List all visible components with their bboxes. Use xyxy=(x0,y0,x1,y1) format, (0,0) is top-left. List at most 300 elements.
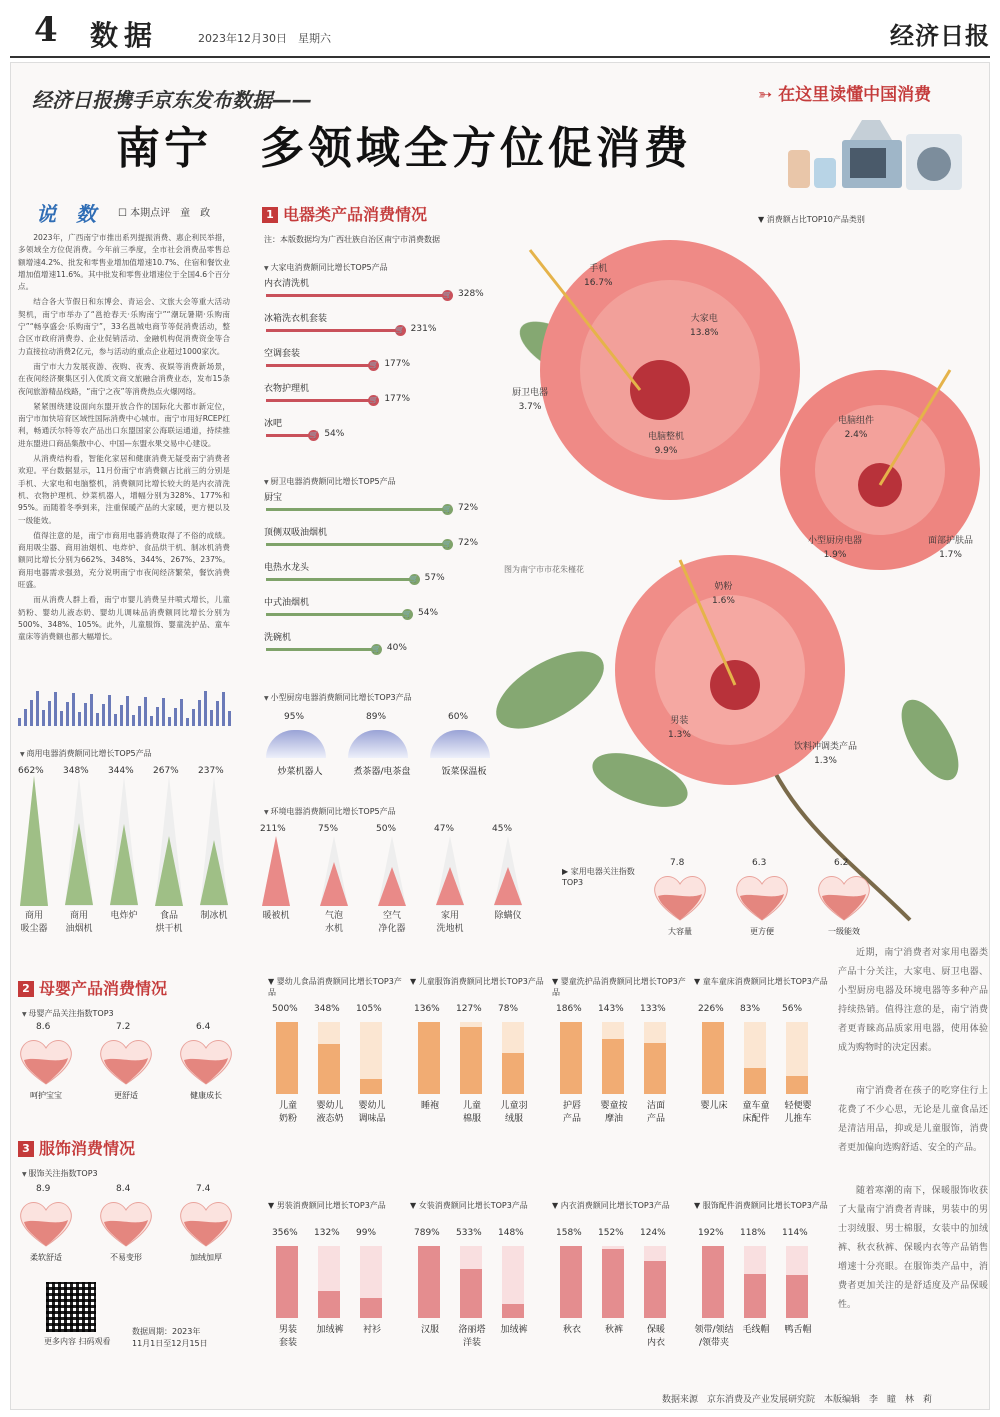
column-label: 婴幼儿 液态奶 xyxy=(316,1101,344,1124)
tri-label: 气泡 水机 xyxy=(324,911,343,934)
range-hood-icon xyxy=(850,120,892,140)
spark-bar xyxy=(228,711,231,726)
column-value: 118% xyxy=(740,1228,766,1238)
bar-name: 空调套装 xyxy=(264,349,301,359)
spark-bar xyxy=(108,695,111,726)
column-label: 鸭舌帽 xyxy=(784,1325,812,1335)
column-label: 睡袍 xyxy=(420,1101,439,1111)
newspaper-logo: 经济日报 xyxy=(890,21,990,50)
environment-title: ▼ 环境电器消费额同比增长TOP5产品 xyxy=(264,806,396,817)
tri-mark xyxy=(378,867,406,906)
top10-title: ▼ 消费额占比TOP10产品类别 xyxy=(758,215,865,224)
heart-value: 7.8 xyxy=(670,858,685,868)
spark-bar xyxy=(216,701,219,726)
column-fill xyxy=(276,1246,298,1318)
top10-name: 男装 xyxy=(670,716,689,726)
spark-bar xyxy=(96,713,99,726)
qr-label: 更多内容 扫码观看 xyxy=(44,1337,111,1346)
page-header xyxy=(0,0,1000,58)
heart-label: 不易变形 xyxy=(110,1253,142,1262)
column-value: 83% xyxy=(740,1004,761,1014)
cart-icon: 🛒 xyxy=(443,540,452,548)
column-value: 143% xyxy=(598,1004,624,1014)
column-label: 加绒裤 xyxy=(500,1325,528,1335)
bar xyxy=(266,578,413,581)
spark-bar xyxy=(60,711,63,726)
top10-label xyxy=(928,534,973,562)
top10-name: 奶粉 xyxy=(714,582,733,592)
bar-value: 54% xyxy=(418,608,439,618)
column-fill xyxy=(318,1291,340,1318)
column-value: 186% xyxy=(556,1004,582,1014)
spark-bar xyxy=(168,717,171,726)
spark-bar xyxy=(42,710,45,726)
column-value: 789% xyxy=(414,1228,440,1238)
section-name: 数据 xyxy=(90,19,159,52)
column-label: 保暖 内衣 xyxy=(646,1325,665,1348)
column-fill xyxy=(560,1246,582,1318)
heart-icon xyxy=(18,1198,74,1248)
bar-name: 冰箱洗衣机套装 xyxy=(264,314,328,324)
top10-label xyxy=(808,534,862,562)
group-title: ▼ 女装消费额同比增长TOP3产品 xyxy=(410,1201,528,1210)
issue-date: 2023年12月30日 星期六 xyxy=(198,32,331,45)
dome-value: 95% xyxy=(284,712,305,722)
column-fill xyxy=(744,1068,766,1094)
top10-value: 9.9% xyxy=(654,446,678,456)
data-note: 注：本版数据均为广西壮族自治区南宁市消费数据 xyxy=(264,235,440,244)
column-value: 192% xyxy=(698,1228,724,1238)
heart-value: 6.3 xyxy=(752,858,767,868)
bar xyxy=(266,508,446,511)
column-fill xyxy=(502,1053,524,1094)
spark-bar xyxy=(48,701,51,726)
column-value: 136% xyxy=(414,1004,440,1014)
spark-bar xyxy=(144,697,147,726)
tri-label: 空气 净化器 xyxy=(378,911,406,934)
bar-value: 231% xyxy=(410,324,437,334)
bar-value: 54% xyxy=(324,429,345,439)
tri-label: 商用 吸尘器 xyxy=(20,911,48,934)
bar xyxy=(266,648,375,651)
top10-value: 1.9% xyxy=(823,550,847,560)
bar xyxy=(266,543,446,546)
flower-caption: 图为南宁市市花朱槿花 xyxy=(504,565,584,574)
spark-bar xyxy=(66,702,69,726)
column-fill xyxy=(502,1304,524,1318)
appliance-illustration xyxy=(780,112,970,192)
column-value: 127% xyxy=(456,1004,482,1014)
paragraph: 随着寒潮的南下，保暖服饰收获了大量南宁消费者青睐，男装中的男士羽绒服、男士棉服，女装中的加绒裤、秋衣秋裤、保暖内衣等产品销售增速十分亮眼。在服饰类产品中，消费者更加关注的是舒适度及产品保暖性。 xyxy=(838,1186,988,1310)
group-title: ▼ 男装消费额同比增长TOP3产品 xyxy=(268,1201,386,1210)
cart-icon: 🛒 xyxy=(309,431,319,439)
column-label: 童车童 床配件 xyxy=(742,1101,770,1124)
column-fill xyxy=(744,1274,766,1318)
bar-value: 177% xyxy=(384,359,411,369)
bar-name: 中式油烟机 xyxy=(264,598,310,608)
tri-value: 75% xyxy=(318,824,339,834)
bar xyxy=(266,434,312,437)
column-label: 儿童 棉服 xyxy=(462,1101,481,1124)
column-fill xyxy=(602,1039,624,1094)
column-value: 132% xyxy=(314,1228,340,1238)
tri-value: 211% xyxy=(260,824,286,834)
column-label: 毛线帽 xyxy=(742,1325,770,1335)
column-value: 105% xyxy=(356,1004,382,1014)
column-label: 衬衫 xyxy=(362,1325,381,1335)
column-value: 148% xyxy=(498,1228,524,1238)
column-label: 领带/领结 /领带夹 xyxy=(694,1325,734,1348)
spark-bar xyxy=(138,706,141,726)
heart-label: 柔软舒适 xyxy=(30,1253,62,1262)
heart-value: 7.4 xyxy=(196,1184,211,1194)
column-value: 500% xyxy=(272,1004,298,1014)
top10-value: 1.3% xyxy=(668,730,691,740)
heart-label: 大容量 xyxy=(668,927,692,936)
tri-value: 45% xyxy=(492,824,513,834)
spark-bar xyxy=(126,696,129,726)
sparkline-decoration xyxy=(18,690,233,728)
kitchen-title: ▼ 厨卫电器消费额同比增长TOP5产品 xyxy=(264,476,396,487)
spark-bar xyxy=(24,709,27,726)
bar xyxy=(266,399,372,402)
bar xyxy=(266,364,372,367)
baby-attention-title: ▼ 母婴产品关注指数TOP3 xyxy=(22,1008,114,1019)
tri-value: 267% xyxy=(153,766,179,776)
spark-bar xyxy=(30,700,33,726)
column-fill xyxy=(418,1022,440,1094)
bar-value: 57% xyxy=(424,573,445,583)
column-value: 348% xyxy=(314,1004,340,1014)
commentary-author: ☐ 本期点评 童 政 xyxy=(118,208,211,219)
top10-name: 大家电 xyxy=(690,314,718,324)
bottle-icon xyxy=(814,158,836,188)
bar xyxy=(266,294,446,297)
column-value: 56% xyxy=(782,1004,803,1014)
paragraph: 值得注意的是，南宁市商用电器消费取得了不俗的成绩。商用吸尘器、商用油烟机、电炸炉、食品烘干机、制冰机消费额同比增长分别为662%、348%、344%、267%、237%。商用电器需求强劲，充分说明南宁市夜间经济繁荣，餐饮消费旺盛。 xyxy=(18,530,230,590)
tri-label: 食品 烘干机 xyxy=(155,911,183,934)
column-label: 婴幼儿 调味品 xyxy=(358,1101,386,1124)
top10-value: 13.8% xyxy=(690,328,719,338)
commentary-body xyxy=(18,232,230,647)
column-fill xyxy=(786,1275,808,1318)
column-label: 儿童羽 绒服 xyxy=(500,1101,528,1124)
tri-value: 344% xyxy=(108,766,134,776)
group-title: ▼ 儿童服饰消费额同比增长TOP3产品 xyxy=(410,977,544,986)
bar-value: 328% xyxy=(458,289,484,299)
tri-mark xyxy=(320,862,348,906)
top10-label xyxy=(668,714,691,742)
data-period: 数据周期：2023年 11月1日至12月15日 xyxy=(132,1327,208,1348)
tri-mark xyxy=(20,776,48,906)
arrow-icon: ➳ xyxy=(758,85,779,105)
column-label: 儿童 奶粉 xyxy=(278,1101,297,1124)
spark-bar xyxy=(198,700,201,726)
spark-bar xyxy=(210,710,213,726)
cart-icon: 🛒 xyxy=(443,291,452,299)
tri-value: 348% xyxy=(63,766,89,776)
bar-name: 衣物护理机 xyxy=(264,384,310,394)
group-title: ▼ 服饰配件消费额同比增长TOP3产品 xyxy=(694,1201,828,1210)
heart-icon xyxy=(178,1036,234,1086)
top10-label xyxy=(512,386,548,414)
dome xyxy=(266,730,326,758)
column-fill xyxy=(702,1246,724,1318)
column-fill xyxy=(418,1246,440,1318)
spark-bar xyxy=(132,715,135,726)
column-fill xyxy=(702,1022,724,1094)
column-value: 78% xyxy=(498,1004,519,1014)
flower-large xyxy=(540,240,800,500)
top10-value: 16.7% xyxy=(584,278,613,288)
column-fill xyxy=(602,1249,624,1318)
spark-bar xyxy=(54,692,57,726)
top10-label xyxy=(838,414,874,442)
tri-mark xyxy=(262,836,290,906)
cart-icon: 🛒 xyxy=(372,645,381,653)
section-2-title: 2 母婴产品消费情况 xyxy=(18,976,167,999)
top10-label xyxy=(648,430,684,458)
column-fill xyxy=(276,1022,298,1094)
paragraph: 近期，南宁消费者对家用电器类产品十分关注，大家电、厨卫电器、小型厨房电器及环境电器等多种产品持续热销。值得注意的是，南宁消费者更青睐高品质家用电器，使用体验成为购物时的决定因素。 xyxy=(838,948,988,1053)
appliance-attention-title: ▶ 家用电器关注指数TOP3 xyxy=(562,867,635,887)
bar-value: 40% xyxy=(386,643,407,653)
tri-value: 50% xyxy=(376,824,397,834)
top10-name: 小型厨房电器 xyxy=(808,536,863,546)
cart-icon: 🛒 xyxy=(443,505,452,513)
spark-bar xyxy=(186,718,189,726)
page-title: 南宁 多领域全方位促消费 xyxy=(116,123,692,174)
heart-icon xyxy=(734,872,790,922)
heart-icon xyxy=(816,872,872,922)
heart-value: 6.2 xyxy=(834,858,849,868)
column-label: 洛丽塔 洋装 xyxy=(458,1325,486,1348)
kitchen-chart xyxy=(262,490,502,670)
small-kitchen-title: ▼ 小型厨房电器消费额同比增长TOP3产品 xyxy=(264,692,412,703)
spark-bar xyxy=(174,708,177,726)
top10-label xyxy=(712,580,735,608)
spark-bar xyxy=(36,691,39,726)
tri-mark xyxy=(155,836,183,906)
section-3-title: 3 服饰消费情况 xyxy=(18,1136,135,1159)
heart-label: 更方便 xyxy=(750,927,774,936)
spark-bar xyxy=(162,698,165,726)
heart-icon xyxy=(652,872,708,922)
column-fill xyxy=(360,1079,382,1094)
column-fill xyxy=(644,1261,666,1318)
bar-value: 72% xyxy=(458,538,479,548)
tri-label: 商用 油烟机 xyxy=(65,911,93,934)
column-label: 男装 套装 xyxy=(278,1325,297,1348)
small-kitchen-chart xyxy=(262,710,502,780)
clothing-attention-title: ▼ 服饰关注指数TOP3 xyxy=(22,1168,98,1179)
group-title: ▼ 婴童洗护品消费额同比增长TOP3产品 xyxy=(552,977,686,997)
top10-name: 电脑组件 xyxy=(838,416,875,426)
column-label: 汉服 xyxy=(420,1325,439,1335)
column-label: 护唇 产品 xyxy=(562,1101,581,1124)
bottle-icon xyxy=(788,150,810,188)
top10-value: 1.3% xyxy=(814,756,837,766)
heart-value: 8.6 xyxy=(36,1022,51,1032)
big-appliance-chart xyxy=(262,276,502,456)
tri-value: 237% xyxy=(198,766,224,776)
heart-icon xyxy=(98,1036,154,1086)
heart-label: 加绒加厚 xyxy=(190,1253,222,1262)
spark-bar xyxy=(150,716,153,726)
paragraph: 2023年，广西南宁市推出系列提振消费、惠企利民举措，多领域全方位促消费。今年前三季度，全市社会消费品零售总额增速4.2%、批发和零售业增加值增速10.7%、住宿和餐饮业增加值增速11.6%。其中批发和零售业增速位于全国4.6个百分点。 xyxy=(18,233,230,292)
footer: 数据来源 京东消费及产业发展研究院 本版编辑 李 瞳 林 莉 xyxy=(662,1395,933,1405)
section-1-title: 1 电器类产品消费情况 xyxy=(262,202,427,225)
bar-value: 72% xyxy=(458,503,479,513)
top10-name: 手机 xyxy=(589,264,608,274)
page-number: 4 xyxy=(34,10,58,50)
dome-label: 饭菜保温板 xyxy=(441,767,487,777)
spark-bar xyxy=(84,703,87,726)
group-title: ▼ 内衣消费额同比增长TOP3产品 xyxy=(552,1201,670,1210)
top10-value: 2.4% xyxy=(844,430,868,440)
spark-bar xyxy=(78,712,81,726)
tri-label: 家用 洗地机 xyxy=(436,911,464,934)
kicker: 经济日报携手京东发布数据—— xyxy=(32,88,312,112)
tri-label: 除螨仪 xyxy=(494,911,522,921)
header-rule xyxy=(10,56,990,58)
tri-label: 制冰机 xyxy=(200,911,228,921)
dome-label: 煮茶器/电茶盘 xyxy=(353,767,411,777)
heart-label: 呵护宝宝 xyxy=(30,1091,62,1100)
top10-name: 电脑整机 xyxy=(648,432,685,442)
heart-label: 健康成长 xyxy=(190,1091,222,1100)
spark-bar xyxy=(72,693,75,726)
paragraph: 南宁消费者在孩子的吃穿住行上花费了不少心思，无论是儿童食品还是清洁用品，抑或是儿童服饰，消费者更加偏向选购舒适、安全的产品。 xyxy=(838,1086,988,1153)
heart-value: 6.4 xyxy=(196,1022,211,1032)
column-value: 158% xyxy=(556,1228,582,1238)
column-fill xyxy=(786,1076,808,1094)
qr-code[interactable] xyxy=(46,1282,96,1332)
right-commentary xyxy=(838,944,988,1339)
top10-value: 1.6% xyxy=(712,596,735,606)
column-value: 226% xyxy=(698,1004,724,1014)
top10-name: 厨卫电器 xyxy=(512,388,549,398)
big-appliance-title: ▼ 大家电消费额同比增长TOP5产品 xyxy=(264,262,388,273)
spark-bar xyxy=(204,691,207,726)
tri-mark xyxy=(200,840,228,905)
column-label: 婴童按 摩油 xyxy=(600,1101,628,1124)
tri-value: 47% xyxy=(434,824,455,834)
column-label: 洁面 产品 xyxy=(646,1101,665,1124)
column-label: 加绒裤 xyxy=(316,1325,344,1335)
tri-label: 电炸炉 xyxy=(110,911,138,921)
bar xyxy=(266,329,399,332)
cart-icon: 🛒 xyxy=(403,610,412,618)
heart-label: 一级能效 xyxy=(828,927,860,936)
column-fill xyxy=(560,1022,582,1094)
cart-icon: 🛒 xyxy=(395,326,405,334)
heart-icon xyxy=(18,1036,74,1086)
spark-bar xyxy=(18,718,21,726)
heart-label: 更舒适 xyxy=(114,1091,138,1100)
dome xyxy=(348,730,408,758)
heart-value: 8.9 xyxy=(36,1184,51,1194)
column-fill xyxy=(360,1298,382,1318)
cart-icon: 🛒 xyxy=(409,575,419,583)
spark-bar xyxy=(180,699,183,726)
column-label: 秋裤 xyxy=(604,1325,623,1335)
heart-icon xyxy=(98,1198,154,1248)
heart-value: 8.4 xyxy=(116,1184,131,1194)
top10-value: 3.7% xyxy=(518,402,542,412)
top10-name: 饮料冲调类产品 xyxy=(794,742,858,752)
bar-name: 内衣清洗机 xyxy=(264,279,310,289)
column-value: 356% xyxy=(272,1228,298,1238)
paragraph: 而从消费人群上看，南宁市婴儿消费呈井喷式增长，儿童奶粉、婴幼儿液态奶、婴幼儿调味品消费额同比增长分别为500%、348%、105%。此外，儿童服饰、婴童洗护品、童车童床等消费额也都大幅增长。 xyxy=(18,595,230,642)
group-title: ▼ 童车童床消费额同比增长TOP3产品 xyxy=(694,977,828,986)
column-fill xyxy=(644,1043,666,1094)
dome-value: 89% xyxy=(366,712,387,722)
top10-label xyxy=(584,262,613,290)
column-label: 婴儿床 xyxy=(700,1101,728,1111)
heart-icon xyxy=(178,1198,234,1248)
column-label: 秋衣 xyxy=(562,1325,581,1335)
spark-bar xyxy=(156,707,159,726)
column-value: 152% xyxy=(598,1228,624,1238)
paragraph: 紧紧围绕建设面向东盟开放合作的国际化大都市新定位，南宁市加快培育区域性国际消费中心城市。南宁市用好RCEP红利，畅通沃尔特等农产品出口东盟国家公海联运通道，持续推进东盟进口商品集散中心、中国—东盟水果交易中心建设。 xyxy=(18,401,230,448)
paragraph: 从消费结构看，智能化家居和健康消费无疑受南宁消费者欢迎。平台数据显示，11月份南宁市消费额占比前三的分别是手机、大家电和电脑整机，消费额同比增长较大的是内衣清洗机、衣物护理机、炒菜机器人，增幅分别为328%、177%和95%。而随着冬季到来，注重保暖产品的大家暖，更方便以及一级能效。 xyxy=(18,454,230,525)
tri-mark xyxy=(110,824,138,905)
top10-name: 面部护肤品 xyxy=(928,536,974,546)
spark-bar xyxy=(192,709,195,726)
tri-mark xyxy=(65,823,93,905)
tri-mark xyxy=(436,867,464,905)
bar-name: 电热水龙头 xyxy=(264,563,310,573)
cart-icon: 🛒 xyxy=(369,396,379,404)
column-value: 533% xyxy=(456,1228,482,1238)
tri-label: 暖被机 xyxy=(262,911,290,921)
spark-bar xyxy=(102,704,105,726)
spark-bar xyxy=(114,714,117,726)
tri-value: 662% xyxy=(18,766,44,776)
dome-label: 炒菜机器人 xyxy=(277,767,323,777)
spark-bar xyxy=(120,705,123,726)
column-fill xyxy=(460,1027,482,1094)
column-label: 轻便婴 儿推车 xyxy=(784,1101,812,1124)
column-fill xyxy=(318,1044,340,1094)
bar xyxy=(266,613,406,616)
commercial-title: ▼ 商用电器消费额同比增长TOP5产品 xyxy=(20,748,152,759)
column-value: 124% xyxy=(640,1228,666,1238)
column-value: 133% xyxy=(640,1004,666,1014)
bar-name: 厨宝 xyxy=(264,493,283,503)
top10-label xyxy=(794,740,857,768)
commercial-chart xyxy=(16,764,241,944)
paragraph: 南宁市大力发展夜游、夜购、夜秀、夜娱等消费新场景，在夜间经济聚集区引入优质文商文旅融合消费业态，发布15条夜间旅游精品线路，“南宁之夜”等消费热点火爆网络。 xyxy=(18,361,230,396)
top10-label xyxy=(690,312,719,340)
bar-name: 顶侧双吸油烟机 xyxy=(264,528,328,538)
spark-bar xyxy=(222,692,225,726)
column-fill xyxy=(460,1269,482,1318)
column-value: 99% xyxy=(356,1228,377,1238)
bar-name: 冰吧 xyxy=(264,419,283,429)
column-value: 114% xyxy=(782,1228,808,1238)
commentary-title: 说 数 xyxy=(36,202,96,226)
cart-icon: 🛒 xyxy=(369,361,379,369)
spark-bar xyxy=(90,694,93,726)
bar-value: 177% xyxy=(384,394,411,404)
paragraph: 结合各大节假日和东博会、青运会、文旅大会等重大活动契机，南宁市举办了“邕抢春天·乐购南宁”“潮玩暑期·乐购南宁”“畅享盛会·乐购南宁”，33名邕城电商节等促消费活动，整合区市政府消费券、企业促销活动、金融机构促消费资金等合力直接拉动消费2亿元，参与活动的重点企业超过1000家次。 xyxy=(18,297,230,356)
dome-value: 60% xyxy=(448,712,469,722)
top10-value: 1.7% xyxy=(939,550,962,560)
slogan: ➳ 在这里读懂中国消费 xyxy=(758,85,932,105)
heart-value: 7.2 xyxy=(116,1022,131,1032)
